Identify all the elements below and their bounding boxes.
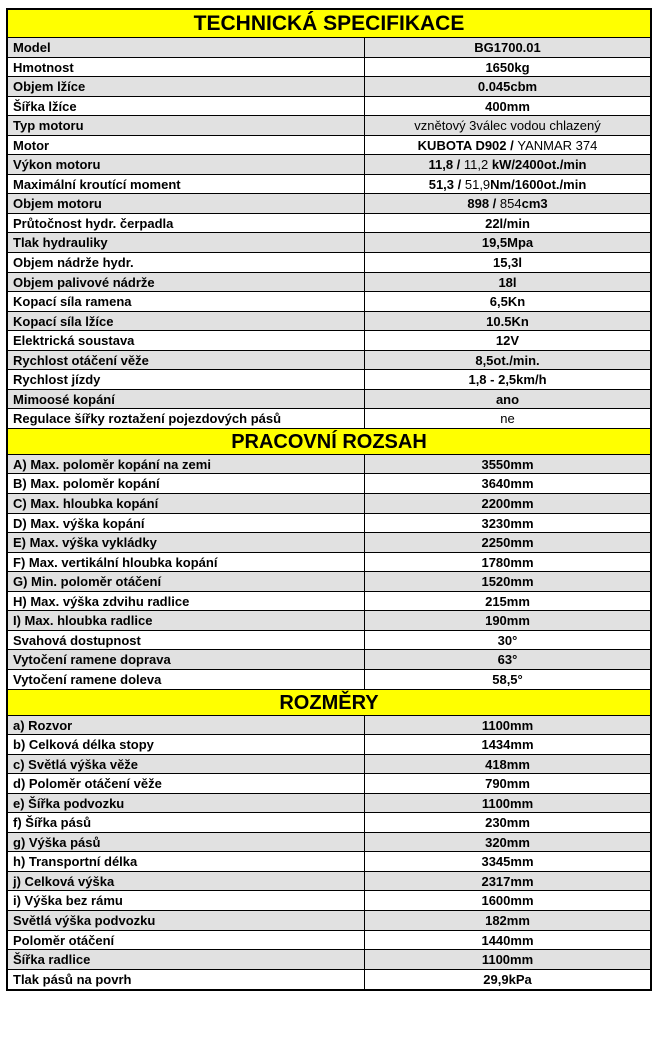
spec-value-main: 0.045cbm bbox=[477, 79, 538, 95]
spec-value-main: 2250mm bbox=[481, 535, 534, 551]
spec-label: Průtočnost hydr. čerpadla bbox=[8, 214, 365, 233]
spec-row bbox=[8, 735, 650, 755]
spec-value bbox=[365, 455, 650, 474]
spec-value-main: 3345mm bbox=[481, 854, 534, 870]
spec-label: H) Max. výška zdvihu radlice bbox=[8, 592, 365, 611]
spec-label: Motor bbox=[8, 136, 365, 155]
spec-value bbox=[365, 833, 650, 852]
spec-label: Vytočení ramene doprava bbox=[8, 650, 365, 669]
spec-value-main: 790mm bbox=[485, 776, 530, 792]
spec-label: g) Výška pásů bbox=[8, 833, 365, 852]
spec-label: Objem motoru bbox=[8, 194, 365, 213]
spec-value-main: 58,5° bbox=[492, 671, 523, 687]
spec-row bbox=[8, 77, 650, 97]
spec-row bbox=[8, 650, 650, 670]
spec-label: Šířka radlice bbox=[8, 950, 365, 969]
spec-row bbox=[8, 950, 650, 970]
spec-value bbox=[365, 97, 650, 116]
spec-row bbox=[8, 572, 650, 592]
spec-value-main: 400mm bbox=[485, 98, 530, 114]
spec-value-unit: cm3 bbox=[521, 196, 548, 212]
spec-value-main: BG1700.01 bbox=[474, 40, 541, 55]
spec-label: D) Max. výška kopání bbox=[8, 514, 365, 533]
spec-value bbox=[365, 116, 650, 135]
spec-row bbox=[8, 494, 650, 514]
spec-value bbox=[365, 631, 650, 650]
spec-value-main: 1650kg bbox=[485, 59, 530, 75]
spec-value-alt: 854 bbox=[499, 196, 522, 212]
spec-label: Vytočení ramene doleva bbox=[8, 670, 365, 689]
spec-value-main: ano bbox=[495, 391, 520, 407]
spec-label: Tlak pásů na povrh bbox=[8, 970, 365, 990]
spec-row bbox=[8, 370, 650, 390]
spec-label: Výkon motoru bbox=[8, 155, 365, 174]
spec-value-main: 2317mm bbox=[481, 873, 534, 889]
spec-value bbox=[365, 852, 650, 871]
spec-row bbox=[8, 58, 650, 78]
spec-value-main: 8,5ot./min. bbox=[475, 352, 540, 368]
spec-value-main: 29,9kPa bbox=[483, 971, 532, 987]
spec-row bbox=[8, 794, 650, 814]
spec-label: Hmotnost bbox=[8, 58, 365, 77]
spec-row bbox=[8, 455, 650, 475]
spec-value-main: 320mm bbox=[485, 834, 530, 850]
spec-value-alt: 11,2 bbox=[463, 157, 492, 173]
spec-row bbox=[8, 813, 650, 833]
spec-value-unit: kW/2400ot./min bbox=[491, 157, 587, 173]
spec-value-main: KUBOTA D902 / bbox=[417, 137, 518, 153]
spec-value-main: 3550mm bbox=[481, 456, 534, 472]
spec-value bbox=[365, 670, 650, 689]
spec-label: Model bbox=[8, 38, 365, 57]
spec-content bbox=[8, 38, 650, 989]
spec-row bbox=[8, 533, 650, 553]
spec-value bbox=[365, 58, 650, 77]
spec-row bbox=[8, 390, 650, 410]
spec-label: Rychlost otáčení věže bbox=[8, 351, 365, 370]
spec-row bbox=[8, 716, 650, 736]
spec-value-main: vznětový 3válec vodou chlazený bbox=[414, 118, 601, 134]
spec-row bbox=[8, 155, 650, 175]
spec-row bbox=[8, 233, 650, 253]
spec-value bbox=[365, 794, 650, 813]
spec-value-main: 18l bbox=[498, 274, 517, 290]
spec-value bbox=[365, 891, 650, 910]
spec-label: Poloměr otáčení bbox=[8, 931, 365, 950]
spec-value-main: 190mm bbox=[485, 613, 530, 629]
spec-value-main: 19,5Mpa bbox=[481, 235, 534, 251]
spec-value-main: 1520mm bbox=[481, 574, 534, 590]
spec-row bbox=[8, 970, 650, 990]
spec-value-main: 12V bbox=[495, 333, 520, 349]
spec-value bbox=[365, 194, 650, 213]
spec-value bbox=[365, 331, 650, 350]
spec-label: Šířka lžíce bbox=[8, 97, 365, 116]
spec-label: I) Max. hloubka radlice bbox=[8, 611, 365, 630]
spec-value bbox=[365, 970, 650, 990]
spec-value-alt: 51,9 bbox=[464, 176, 491, 192]
spec-row bbox=[8, 474, 650, 494]
spec-row bbox=[8, 97, 650, 117]
spec-value-main: 11,8 / bbox=[428, 157, 464, 173]
spec-label: i) Výška bez rámu bbox=[8, 891, 365, 910]
spec-label: Typ motoru bbox=[8, 116, 365, 135]
spec-value-main: 3230mm bbox=[481, 515, 534, 531]
spec-value-main: 418mm bbox=[485, 756, 530, 772]
spec-value bbox=[365, 931, 650, 950]
spec-row bbox=[8, 175, 650, 195]
spec-row bbox=[8, 631, 650, 651]
spec-row bbox=[8, 136, 650, 156]
spec-value bbox=[365, 533, 650, 552]
spec-value-main: 51,3 / bbox=[428, 176, 465, 192]
spec-value-main: 1434mm bbox=[481, 737, 534, 753]
spec-label: G) Min. poloměr otáčení bbox=[8, 572, 365, 591]
spec-label: B) Max. poloměr kopání bbox=[8, 474, 365, 493]
spec-label: Kopací síla lžíce bbox=[8, 312, 365, 331]
spec-row bbox=[8, 194, 650, 214]
spec-label: c) Světlá výška věže bbox=[8, 755, 365, 774]
spec-label: Regulace šířky roztažení pojezdových pásů bbox=[8, 409, 365, 428]
spec-row bbox=[8, 351, 650, 371]
spec-row bbox=[8, 273, 650, 293]
spec-row bbox=[8, 409, 650, 429]
spec-value-alt: YANMAR 374 bbox=[517, 137, 598, 153]
spec-value bbox=[365, 911, 650, 930]
spec-value bbox=[365, 650, 650, 669]
spec-label: b) Celková délka stopy bbox=[8, 735, 365, 754]
spec-value-main: 1600mm bbox=[481, 893, 534, 909]
spec-label: Rychlost jízdy bbox=[8, 370, 365, 389]
spec-label: Objem lžíce bbox=[8, 77, 365, 96]
spec-row bbox=[8, 755, 650, 775]
spec-label: j) Celková výška bbox=[8, 872, 365, 891]
spec-table bbox=[6, 8, 652, 991]
spec-value bbox=[365, 38, 650, 57]
spec-value-main: ne bbox=[500, 411, 515, 427]
spec-value-main: 182mm bbox=[485, 912, 530, 928]
spec-value bbox=[365, 77, 650, 96]
spec-row bbox=[8, 852, 650, 872]
spec-value bbox=[365, 813, 650, 832]
spec-value bbox=[365, 572, 650, 591]
spec-value bbox=[365, 292, 650, 311]
spec-row bbox=[8, 611, 650, 631]
spec-row bbox=[8, 592, 650, 612]
spec-value-main: 2200mm bbox=[481, 496, 534, 512]
spec-label: h) Transportní délka bbox=[8, 852, 365, 871]
spec-row bbox=[8, 514, 650, 534]
spec-row bbox=[8, 214, 650, 234]
spec-value bbox=[365, 312, 650, 331]
spec-value-main: 1,8 - 2,5km/h bbox=[468, 372, 547, 388]
spec-label: f) Šířka pásů bbox=[8, 813, 365, 832]
spec-value-main: 1100mm bbox=[481, 952, 534, 968]
spec-value bbox=[365, 214, 650, 233]
spec-value bbox=[365, 755, 650, 774]
spec-value bbox=[365, 494, 650, 513]
spec-value-main: 6,5Kn bbox=[489, 294, 526, 310]
spec-value-main: 215mm bbox=[485, 593, 530, 609]
spec-row bbox=[8, 911, 650, 931]
spec-value bbox=[365, 253, 650, 272]
spec-value bbox=[365, 611, 650, 630]
spec-value bbox=[365, 155, 650, 174]
spec-value-main: 30° bbox=[497, 632, 518, 648]
spec-value-unit: Nm/1600ot./min bbox=[490, 176, 587, 192]
spec-row bbox=[8, 253, 650, 273]
spec-value bbox=[365, 175, 650, 194]
spec-value bbox=[365, 351, 650, 370]
spec-value-main: 898 / bbox=[467, 196, 500, 212]
spec-label: F) Max. vertikální hloubka kopání bbox=[8, 553, 365, 572]
spec-label: C) Max. hloubka kopání bbox=[8, 494, 365, 513]
spec-row bbox=[8, 331, 650, 351]
page-title: TECHNICKÁ SPECIFIKACE bbox=[8, 10, 650, 38]
spec-value bbox=[365, 735, 650, 754]
spec-label: A) Max. poloměr kopání na zemi bbox=[8, 455, 365, 474]
spec-value bbox=[365, 553, 650, 572]
spec-row bbox=[8, 553, 650, 573]
spec-label: E) Max. výška vykládky bbox=[8, 533, 365, 552]
spec-value bbox=[365, 716, 650, 735]
section-header: ROZMĚRY bbox=[8, 690, 650, 716]
spec-label: Maximální kroutící moment bbox=[8, 175, 365, 194]
spec-row bbox=[8, 833, 650, 853]
spec-value bbox=[365, 950, 650, 969]
spec-value-main: 1440mm bbox=[481, 932, 534, 948]
spec-row bbox=[8, 312, 650, 332]
spec-label: Objem palivové nádrže bbox=[8, 273, 365, 292]
spec-value-main: 1100mm bbox=[481, 795, 534, 811]
spec-row bbox=[8, 670, 650, 690]
spec-row bbox=[8, 38, 650, 58]
spec-label: Mimoosé kopání bbox=[8, 390, 365, 409]
spec-value bbox=[365, 136, 650, 155]
spec-value bbox=[365, 370, 650, 389]
spec-value bbox=[365, 233, 650, 252]
spec-label: Elektrická soustava bbox=[8, 331, 365, 350]
spec-value bbox=[365, 474, 650, 493]
spec-value-main: 10.5Kn bbox=[486, 313, 529, 329]
spec-label: Svahová dostupnost bbox=[8, 631, 365, 650]
spec-row bbox=[8, 872, 650, 892]
spec-value bbox=[365, 390, 650, 409]
spec-value-main: 1780mm bbox=[481, 554, 534, 570]
spec-value-main: 22l/min bbox=[485, 215, 530, 231]
spec-row bbox=[8, 116, 650, 136]
spec-label: Světlá výška podvozku bbox=[8, 911, 365, 930]
spec-value bbox=[365, 592, 650, 611]
spec-label: d) Poloměr otáčení věže bbox=[8, 774, 365, 793]
spec-row bbox=[8, 931, 650, 951]
spec-label: Tlak hydrauliky bbox=[8, 233, 365, 252]
spec-value-main: 3640mm bbox=[481, 476, 534, 492]
spec-row bbox=[8, 774, 650, 794]
spec-value-main: 63° bbox=[497, 652, 518, 668]
spec-row bbox=[8, 891, 650, 911]
spec-value bbox=[365, 774, 650, 793]
section-header: PRACOVNÍ ROZSAH bbox=[8, 429, 650, 455]
spec-label: e) Šířka podvozku bbox=[8, 794, 365, 813]
spec-label: Kopací síla ramena bbox=[8, 292, 365, 311]
spec-value-main: 1100mm bbox=[481, 717, 534, 733]
spec-value bbox=[365, 409, 650, 428]
spec-label: Objem nádrže hydr. bbox=[8, 253, 365, 272]
spec-value-main: 230mm bbox=[485, 815, 530, 831]
spec-label: a) Rozvor bbox=[8, 716, 365, 735]
spec-value-main: 15,3l bbox=[493, 255, 522, 271]
spec-value bbox=[365, 273, 650, 292]
spec-value bbox=[365, 514, 650, 533]
spec-value bbox=[365, 872, 650, 891]
spec-row bbox=[8, 292, 650, 312]
